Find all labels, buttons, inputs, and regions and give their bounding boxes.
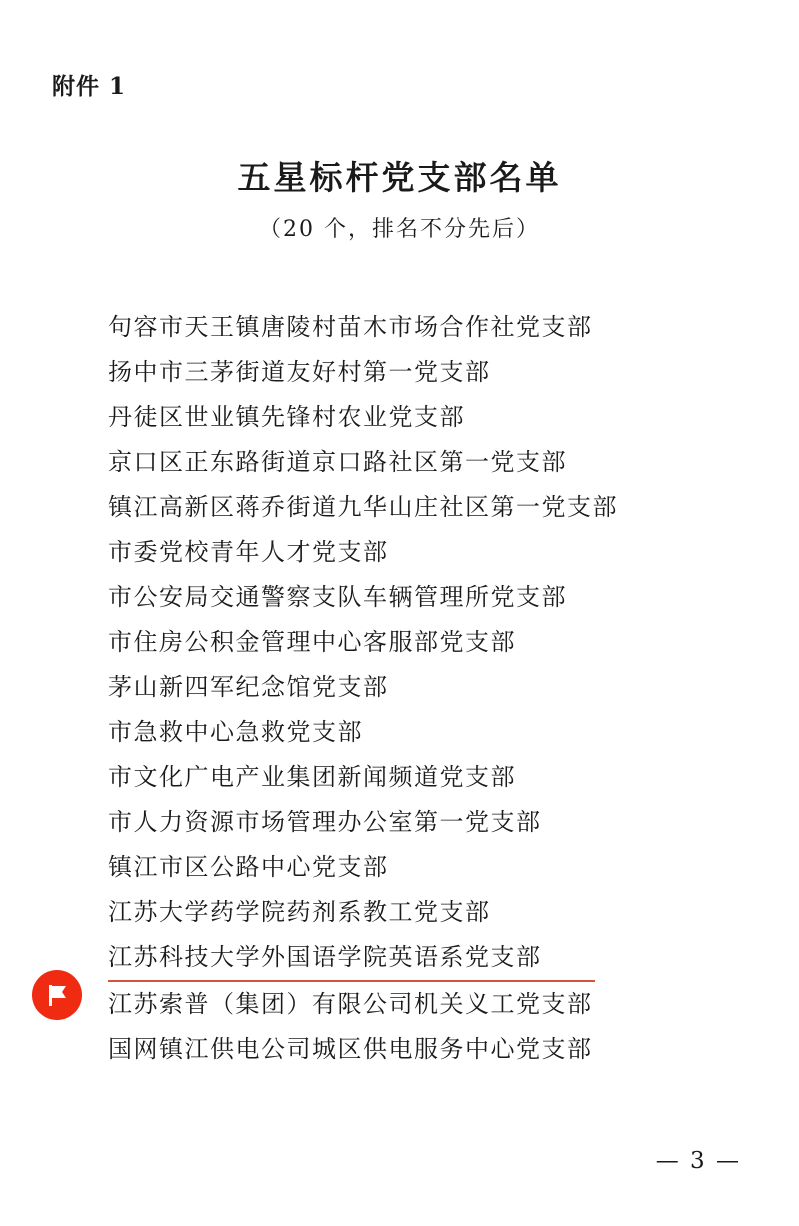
list-item: 京口区正东路街道京口路社区第一党支部 bbox=[108, 448, 567, 476]
list-item: 市委党校青年人才党支部 bbox=[108, 538, 389, 566]
list-item: 镇江市区公路中心党支部 bbox=[108, 853, 389, 881]
list-item: 扬中市三茅街道友好村第一党支部 bbox=[108, 358, 491, 386]
list-item: 江苏大学药学院药剂系教工党支部 bbox=[108, 898, 491, 926]
list-item: 江苏索普（集团）有限公司机关义工党支部 bbox=[108, 990, 593, 1018]
page-subtitle: （20 个，排名不分先后） bbox=[259, 217, 540, 242]
attachment-label: 附件 1 bbox=[52, 73, 127, 100]
list-item: 茅山新四军纪念馆党支部 bbox=[108, 673, 389, 701]
list-item: 市住房公积金管理中心客服部党支部 bbox=[108, 628, 516, 656]
list-item: 市文化广电产业集团新闻频道党支部 bbox=[108, 763, 516, 791]
page-title: 五星标杆党支部名单 bbox=[237, 158, 562, 197]
branch-list bbox=[108, 305, 708, 1072]
list-item: 市公安局交通警察支队车辆管理所党支部 bbox=[108, 583, 567, 611]
list-item: 丹徒区世业镇先锋村农业党支部 bbox=[108, 403, 465, 431]
list-item: 句容市天王镇唐陵村苗木市场合作社党支部 bbox=[108, 313, 593, 341]
list-item: 市人力资源市场管理办公室第一党支部 bbox=[108, 808, 542, 836]
list-item: 国网镇江供电公司城区供电服务中心党支部 bbox=[108, 1035, 593, 1063]
list-item: 镇江高新区蒋乔街道九华山庄社区第一党支部 bbox=[108, 493, 618, 521]
list-item: 江苏科技大学外国语学院英语系党支部 bbox=[108, 935, 595, 982]
flag-icon bbox=[32, 970, 82, 1020]
page-number: — 3 — bbox=[655, 1148, 741, 1174]
list-item: 市急救中心急救党支部 bbox=[108, 718, 363, 746]
